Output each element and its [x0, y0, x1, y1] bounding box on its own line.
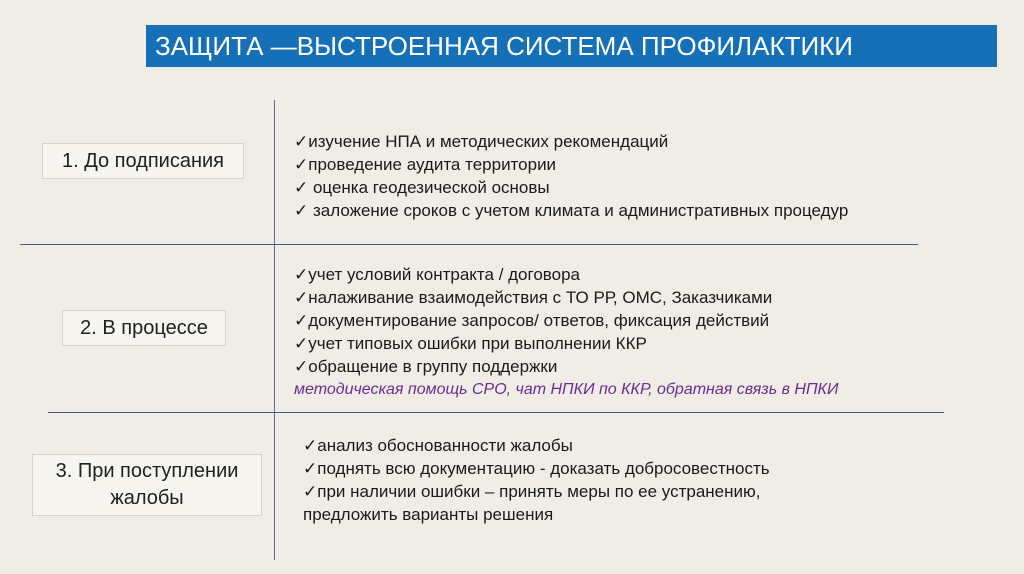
- stage-3-checklist: [303, 434, 770, 526]
- stage-1-checklist: [294, 130, 848, 222]
- slide-title: ЗАЩИТА —ВЫСТРОЕННАЯ СИСТЕМА ПРОФИЛАКТИКИ: [146, 25, 997, 67]
- support-note: методическая помощь СРО, чат НПКИ по ККР, обратная связь в НПКИ: [294, 381, 839, 398]
- stage-2-checklist: [294, 263, 838, 401]
- stage-label-in-process: 2. В процессе: [62, 310, 226, 346]
- list-item: ✓поднять всю документацию - доказать добросовестность: [303, 459, 770, 478]
- stage-label-on-complaint: 3. При поступлении жалобы: [32, 454, 262, 516]
- list-item: ✓налаживание взаимодействия с ТО РР, ОМС, Заказчиками: [294, 288, 773, 307]
- row-divider-2: [48, 412, 944, 413]
- list-item: ✓ оценка геодезической основы: [294, 178, 550, 197]
- row-divider-1: [20, 244, 918, 245]
- vertical-divider: [274, 100, 275, 560]
- list-item: ✓документирование запросов/ ответов, фиксация действий: [294, 311, 770, 330]
- list-item: ✓анализ обоснованности жалобы: [303, 436, 573, 455]
- list-item: ✓проведение аудита территории: [294, 155, 557, 174]
- list-item: ✓обращение в группу поддержки: [294, 357, 558, 376]
- list-item: ✓учет условий контракта / договора: [294, 265, 580, 284]
- list-item: ✓при наличии ошибки – принять меры по ее устранению,: [303, 482, 761, 501]
- list-item: ✓изучение НПА и методических рекомендаций: [294, 132, 669, 151]
- list-item: ✓учет типовых ошибки при выполнении ККР: [294, 334, 647, 353]
- list-item: предложить варианты решения: [303, 505, 554, 524]
- list-item: ✓ заложение сроков с учетом климата и административных процедур: [294, 201, 849, 220]
- stage-label-before-signing: 1. До подписания: [42, 143, 244, 179]
